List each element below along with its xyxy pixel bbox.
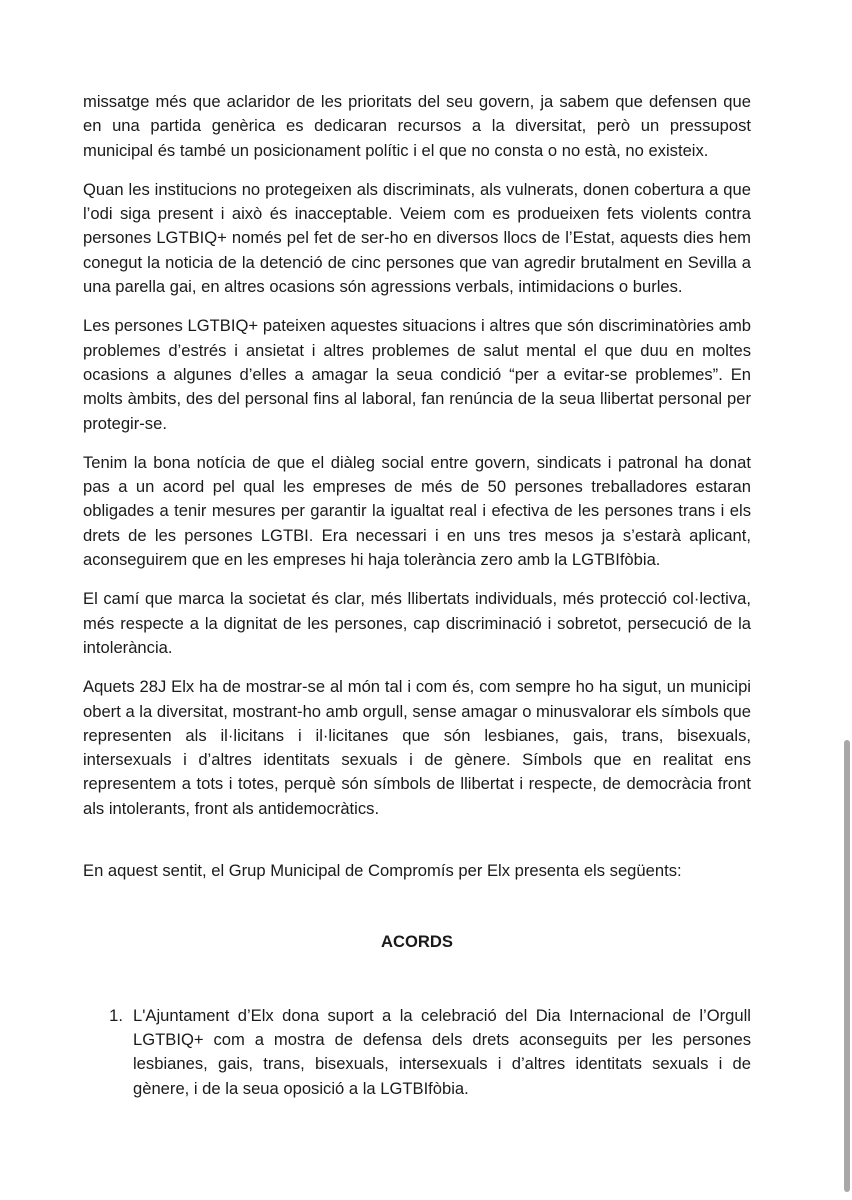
- document-body: [83, 90, 751, 1101]
- agreements-list: [83, 1004, 751, 1101]
- list-item-number: 1.: [109, 1005, 123, 1025]
- paragraph-3: Les persones LGTBIQ+ pateixen aquestes situacions i altres que són discriminatòries amb problemes d’estrés i ansietat i altres problemes de salut mental el que duu en moltes ocasions a algunes d’elles a amagar la seua condició “per a evitar-se problemes”. En molts àmbits, des del personal fins al laboral, fan renúncia de la seua llibertat personal per protegir-se.: [83, 316, 751, 433]
- section-heading: ACORDS: [381, 932, 453, 952]
- paragraph-5: El camí que marca la societat és clar, més llibertats individuals, més protecció col·lectiva, més respecte a la dignitat de les persones, cap discriminació i sobretot, persecució de la intolerància.: [83, 589, 751, 657]
- paragraph-1: missatge més que aclaridor de les prioritats del seu govern, ja sabem que defensen que en una partida genèrica es dedicaran recursos a la diversitat, però un pressupost municipal és també un posicionament polític i el que no consta o no està, no existeix.: [83, 92, 751, 160]
- paragraph-6: Aquets 28J Elx ha de mostrar-se al món tal i com és, com sempre ho ha sigut, un municipi obert a la diversitat, mostrant-ho amb orgull, sense amagar o minusvalorar els símbols que representen als il·licitans i il·licitanes que són lesbianes, gais, trans, bisexuals, intersexuals i d’altres identitats sexuals i de gènere. Símbols que en realitat ens representem a tots i totes, perquè són símbols de llibertat i respecte, de democràcia front als intolerants, front als antidemocràtics.: [83, 677, 751, 818]
- paragraph-4: Tenim la bona notícia de que el diàleg social entre govern, sindicats i patronal ha donat pas a un acord pel qual les empreses de més de 50 persones treballadores estaran obligades a tenir mesures per garantir la igualtat real i efectiva de les persones trans i els drets de les persones LGTBI. Era necessari i en uns tres mesos ja s’estarà aplicant, aconseguirem que en les empreses hi haja tolerància zero amb la LGTBIfòbia.: [83, 452, 751, 570]
- list-item: [83, 1004, 751, 1101]
- list-item-text: L'Ajuntament d’Elx dona suport a la celebració del Dia Internacional de l’Orgull LGTBIQ+ com a mostra de defensa dels drets aconseguits per les persones lesbianes, gais, trans, bisexuals, intersexuals i d’altres identitats sexuals i de gènere, i de la seua oposició a la LGTBIfòbia.: [133, 1005, 751, 1098]
- intro-paragraph: En aquest sentit, el Grup Municipal de Compromís per Elx presenta els següents:: [83, 861, 682, 881]
- paragraph-2: Quan les institucions no protegeixen als discriminats, als vulnerats, donen cobertura a que l’odi siga present i això és inacceptable. Veiem com es produeixen fets violents contra persones LGTBIQ+ només pel fet de ser-ho en diversos llocs de l’Estat, aquests dies hem conegut la noticia de la detenció de cinc persones que van agredir brutalment en Sevilla a una parella gai, en altres ocasions són agressions verbals, intimidacions o burles.: [83, 179, 751, 297]
- vertical-scrollbar[interactable]: [844, 740, 850, 1192]
